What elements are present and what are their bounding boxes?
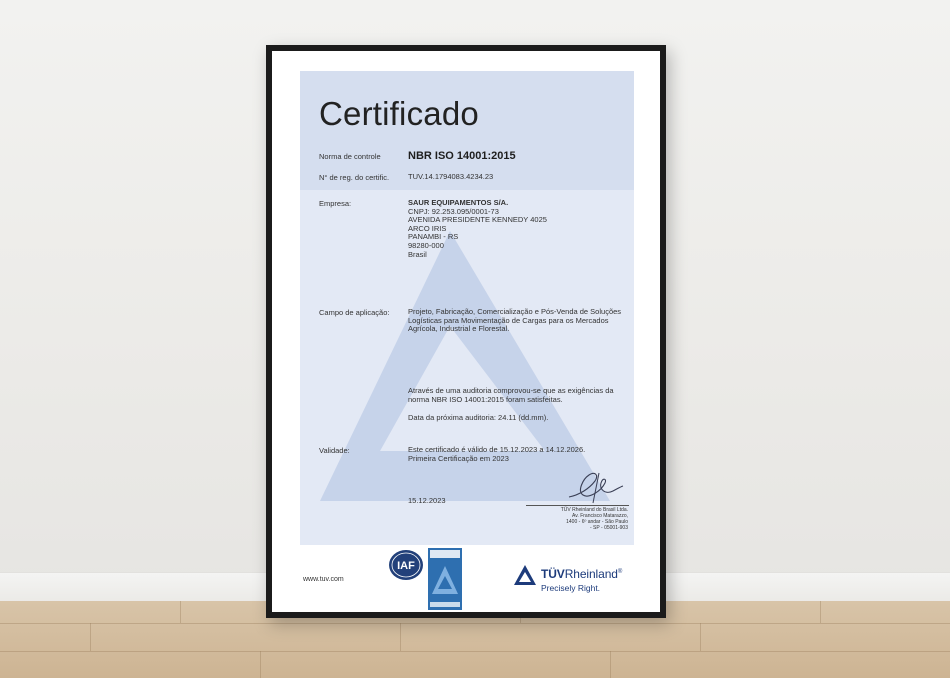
certificate-title: Certificado [319, 95, 479, 132]
issuer-line: TÜV Rheinland do Brasil Ltda. [560, 507, 628, 513]
company-name: SAUR EQUIPAMENTOS S/A. [408, 198, 509, 207]
issue-date: 15.12.2023 [408, 496, 446, 505]
company-zip: 98280-000 [408, 240, 444, 250]
registration-label: N° de reg. do certific. [319, 173, 390, 182]
company-street: AVENIDA PRESIDENTE KENNEDY 4025 [408, 215, 547, 225]
company-country: Brasil [408, 249, 427, 259]
company-block [408, 199, 547, 259]
validity-label: Validade: [319, 446, 350, 455]
company-label: Empresa: [319, 199, 352, 208]
iaf-accreditation-logo-icon [388, 549, 424, 581]
issuer-line: Av. Francisco Matarazzo, [572, 513, 628, 519]
tuv-brand-bold: TÜV [541, 567, 565, 581]
accreditation-badge-icon [428, 548, 462, 610]
next-audit: Data da próxima auditoria: 24.11 (dd.mm). [408, 413, 549, 422]
scope-block [408, 308, 621, 334]
registered-mark: ® [617, 569, 623, 575]
company-district: ARCO IRIS [408, 223, 447, 233]
validity-line: Este certificado é válido de 15.12.2023 a 14.12.2026. [408, 445, 586, 454]
company-cnpj: CNPJ: 92.253.095/0001-73 [408, 206, 499, 216]
audit-line: norma NBR ISO 14001:2015 foram satisfeitas. [408, 394, 563, 404]
tuv-tagline: Precisely Right. [541, 583, 601, 593]
issuer-line: - SP - 05001-903 [590, 525, 628, 531]
signature-line [526, 505, 629, 506]
control-standard-label: Norma de controle [319, 152, 381, 161]
company-city: PANAMBI - RS [408, 232, 459, 242]
control-standard-value: NBR ISO 14001:2015 [408, 150, 516, 162]
issuer-address [561, 507, 628, 531]
registration-value: TUV.14.1794083.4234.23 [408, 172, 494, 181]
validity-block [408, 446, 585, 463]
scope-line: Projeto, Fabricação, Comercialização e Pós-Venda de Soluções [408, 307, 622, 316]
audit-statement [408, 387, 614, 404]
audit-line: Através de uma auditoria comprovou-se que as exigências da [408, 386, 614, 395]
scope-label: Campo de aplicação: [319, 308, 390, 317]
website-url: www.tuv.com [303, 576, 344, 583]
tuv-brand-regular: Rheinland [564, 567, 618, 581]
scope-line: Logísticas para Movimentação de Cargas para os Mercados [408, 315, 609, 325]
tuv-triangle-logo-icon [513, 564, 537, 586]
validity-line: Primeira Certificação em 2023 [408, 453, 509, 463]
tuv-rheinland-brand [541, 567, 622, 581]
iaf-text: IAF [397, 560, 415, 572]
certificate [300, 71, 634, 545]
scope-line: Agrícola, Industrial e Florestal. [408, 324, 510, 334]
issuer-line: 1400 - 6º andar - São Paulo [566, 519, 628, 525]
signature-icon [565, 469, 625, 507]
